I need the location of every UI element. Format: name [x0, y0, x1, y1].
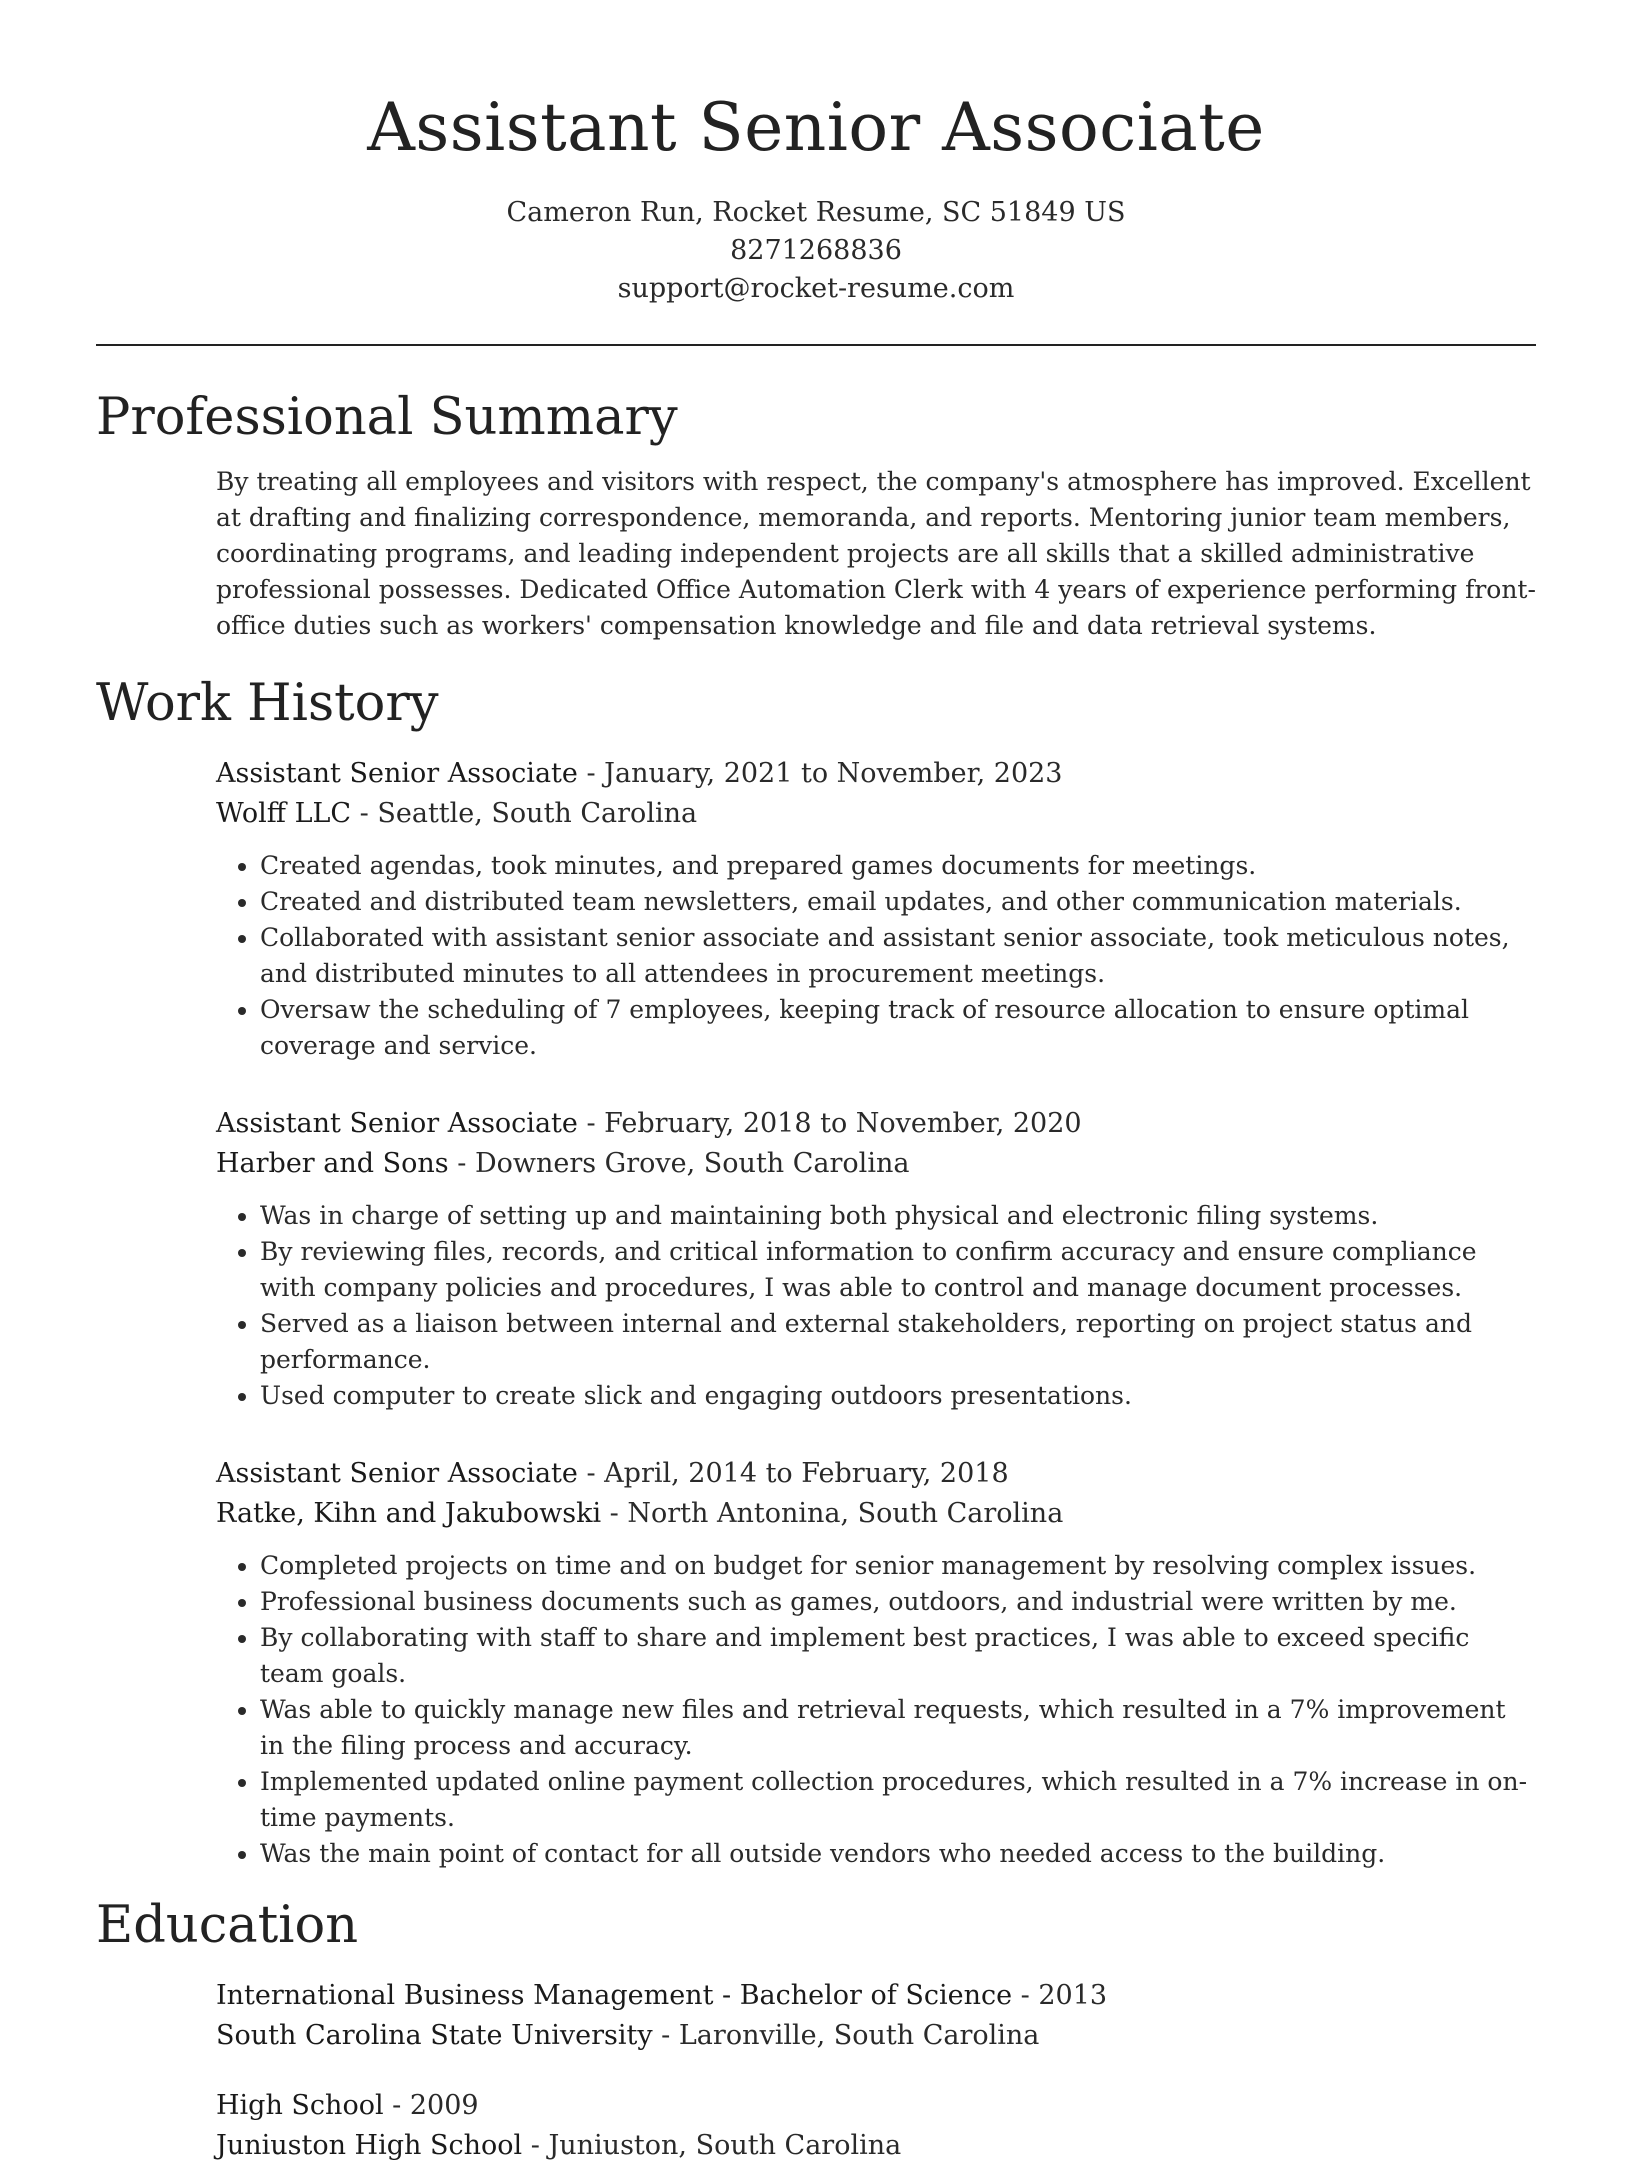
education-location: - Laronville, South Carolina [652, 2020, 1040, 2051]
job-bullet: • Implemented updated online payment collection procedures, which resulted in a 7% increase in on-time payments. [260, 1764, 1536, 1836]
job-title-line [216, 1454, 1536, 1494]
work-history-heading: Work History [96, 674, 439, 733]
job-location: - Seattle, South Carolina [351, 798, 698, 829]
education-school-line [216, 2126, 1536, 2166]
job-dates: - January, 2021 to November, 2023 [577, 758, 1063, 789]
job-bullets [216, 1548, 1536, 1872]
contact-address: Cameron Run, Rocket Resume, SC 51849 US [506, 197, 1126, 228]
job-bullet: • Oversaw the scheduling of 7 employees, keeping track of resource allocation to ensure optimal coverage and service. [260, 992, 1536, 1064]
job-bullets [216, 848, 1536, 1064]
education-school: South Carolina State University [216, 2020, 653, 2051]
job-role: Assistant Senior Associate [216, 1108, 578, 1139]
job-bullet: • Was in charge of setting up and maintaining both physical and electronic filing systems. [260, 1198, 1536, 1234]
contact-email: support@rocket-resume.com [617, 273, 1015, 304]
job-role: Assistant Senior Associate [216, 758, 578, 789]
job-entry [216, 1104, 1536, 1414]
education-entry [216, 1976, 1536, 2056]
job-bullet: • Was able to quickly manage new files and retrieval requests, which resulted in a 7% improvement in the filing process and accuracy. [260, 1692, 1536, 1764]
education-degree-line [216, 2086, 1536, 2126]
job-dates: - April, 2014 to February, 2018 [577, 1458, 1009, 1489]
job-company: Wolff LLC [216, 798, 352, 829]
education-degree-line [216, 1976, 1536, 2016]
job-location: - Downers Grove, South Carolina [448, 1148, 910, 1179]
job-dates: - February, 2018 to November, 2020 [577, 1108, 1082, 1139]
education-degree: High School [216, 2090, 384, 2121]
header-divider [96, 344, 1536, 346]
education-year: - 2009 [383, 2090, 479, 2121]
education-school: Juniuston High School [216, 2130, 523, 2161]
work-history-section [216, 754, 1536, 1872]
job-bullet: • Was the main point of contact for all outside vendors who needed access to the building. [260, 1836, 1536, 1872]
education-location: - Juniuston, South Carolina [522, 2130, 902, 2161]
job-bullets [216, 1198, 1536, 1414]
job-entry [216, 754, 1536, 1064]
job-company: Ratke, Kihn and Jakubowski [216, 1498, 602, 1529]
education-school-line [216, 2016, 1536, 2056]
summary-heading: Professional Summary [96, 388, 678, 447]
job-bullet: • Used computer to create slick and engaging outdoors presentations. [260, 1378, 1536, 1414]
job-bullet: • By reviewing files, records, and critical information to confirm accuracy and ensure compliance with company policies and procedures, I was able to control and manage document processes. [260, 1234, 1536, 1306]
education-section [216, 1976, 1536, 2166]
candidate-name: Assistant Senior Associate [367, 89, 1265, 166]
education-year: - 2013 [1012, 1980, 1108, 2011]
job-role: Assistant Senior Associate [216, 1458, 578, 1489]
job-bullet: • By collaborating with staff to share and implement best practices, I was able to exceed specific team goals. [260, 1620, 1536, 1692]
job-company: Harber and Sons [216, 1148, 449, 1179]
job-bullet: • Created and distributed team newsletters, email updates, and other communication materials. [260, 884, 1536, 920]
job-entry [216, 1454, 1536, 1872]
summary-text: By treating all employees and visitors with respect, the company's atmosphere has improved. Excellent at drafting and finalizing correspondence, memoranda, and reports. Mentoring junior team members, coordinating programs, and leading independent projects are all skills that a skilled administrative professional possesses. Dedicated Office Automation Clerk with 4 years of experience performing front-office duties such as workers' compensation knowledge and file and data retrieval systems. [216, 467, 1536, 640]
job-bullet: • Served as a liaison between internal and external stakeholders, reporting on project status and performance. [260, 1306, 1536, 1378]
contact-phone: 8271268836 [730, 235, 902, 266]
education-entry [216, 2086, 1536, 2166]
job-title-line [216, 754, 1536, 794]
contact-info [0, 194, 1632, 308]
education-degree: International Business Management - Bachelor of Science [216, 1980, 1013, 2011]
job-bullet: • Professional business documents such as games, outdoors, and industrial were written by me. [260, 1584, 1536, 1620]
education-heading: Education [96, 1896, 359, 1955]
job-location: - North Antonina, South Carolina [601, 1498, 1064, 1529]
summary-section [216, 464, 1536, 644]
job-title-line [216, 1104, 1536, 1144]
resume-header [0, 0, 1632, 308]
job-bullet: • Completed projects on time and on budget for senior management by resolving complex issues. [260, 1548, 1536, 1584]
job-company-line [216, 1144, 1536, 1184]
job-company-line [216, 1494, 1536, 1534]
job-bullet: • Collaborated with assistant senior associate and assistant senior associate, took meticulous notes, and distributed minutes to all attendees in procurement meetings. [260, 920, 1536, 992]
job-bullet: • Created agendas, took minutes, and prepared games documents for meetings. [260, 848, 1536, 884]
job-company-line [216, 794, 1536, 834]
